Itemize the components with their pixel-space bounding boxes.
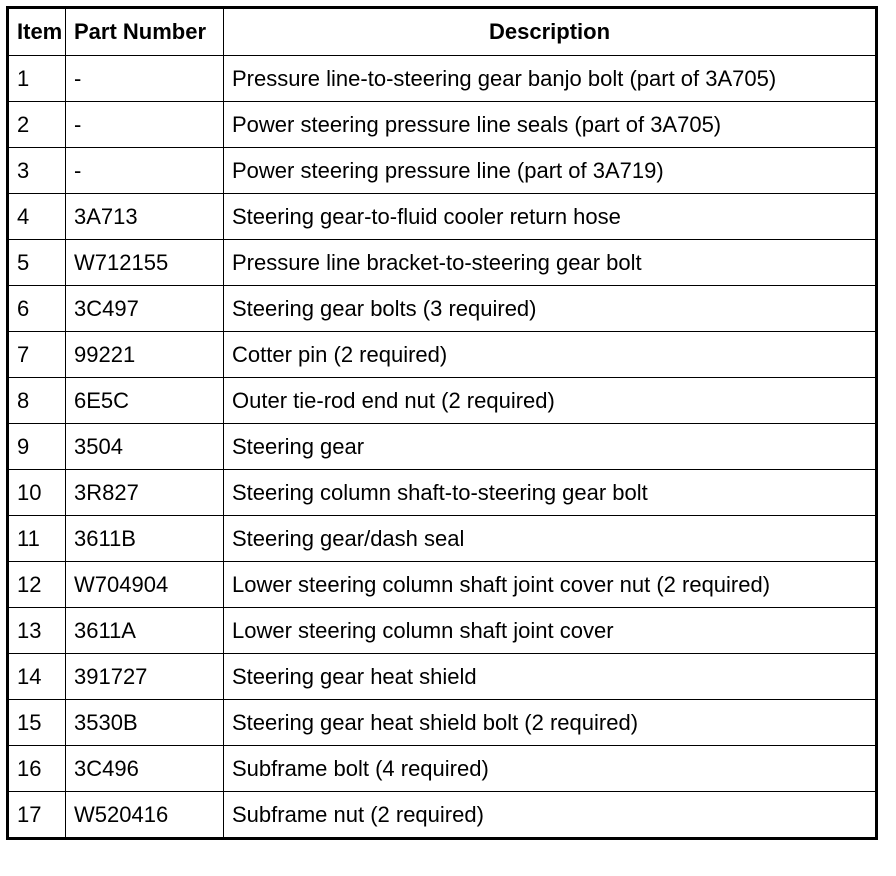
table-row — [8, 332, 877, 378]
table-row — [8, 378, 877, 424]
cell-description: Subframe nut (2 required) — [224, 792, 877, 839]
cell-description: Lower steering column shaft joint cover — [224, 608, 877, 654]
cell-description: Steering gear heat shield bolt (2 required) — [224, 700, 877, 746]
cell-description: Steering column shaft-to-steering gear bolt — [224, 470, 877, 516]
cell-part-number: W520416 — [66, 792, 224, 839]
cell-item: 1 — [8, 56, 66, 102]
header-row — [8, 8, 877, 56]
cell-part-number: 6E5C — [66, 378, 224, 424]
cell-description: Steering gear heat shield — [224, 654, 877, 700]
cell-item: 5 — [8, 240, 66, 286]
cell-item: 2 — [8, 102, 66, 148]
table-row — [8, 516, 877, 562]
cell-part-number: W704904 — [66, 562, 224, 608]
table-row — [8, 792, 877, 839]
cell-description: Cotter pin (2 required) — [224, 332, 877, 378]
cell-part-number: - — [66, 56, 224, 102]
header-item: Item — [8, 8, 66, 56]
cell-description: Power steering pressure line seals (part of 3A705) — [224, 102, 877, 148]
cell-part-number: - — [66, 148, 224, 194]
table-row — [8, 56, 877, 102]
cell-item: 7 — [8, 332, 66, 378]
cell-item: 6 — [8, 286, 66, 332]
cell-description: Steering gear bolts (3 required) — [224, 286, 877, 332]
cell-item: 3 — [8, 148, 66, 194]
cell-item: 15 — [8, 700, 66, 746]
cell-item: 13 — [8, 608, 66, 654]
cell-description: Outer tie-rod end nut (2 required) — [224, 378, 877, 424]
cell-item: 9 — [8, 424, 66, 470]
cell-description: Lower steering column shaft joint cover nut (2 required) — [224, 562, 877, 608]
table-row — [8, 700, 877, 746]
table-row — [8, 654, 877, 700]
table-row — [8, 746, 877, 792]
cell-description: Steering gear/dash seal — [224, 516, 877, 562]
cell-item: 16 — [8, 746, 66, 792]
table-row — [8, 470, 877, 516]
cell-description: Pressure line-to-steering gear banjo bolt (part of 3A705) — [224, 56, 877, 102]
cell-item: 11 — [8, 516, 66, 562]
cell-part-number: 391727 — [66, 654, 224, 700]
cell-part-number: 3C496 — [66, 746, 224, 792]
cell-part-number: 3A713 — [66, 194, 224, 240]
cell-description: Subframe bolt (4 required) — [224, 746, 877, 792]
table-row — [8, 562, 877, 608]
table-row — [8, 286, 877, 332]
header-part-number: Part Number — [66, 8, 224, 56]
cell-item: 12 — [8, 562, 66, 608]
table-header — [8, 8, 877, 56]
table-body — [8, 56, 877, 839]
cell-part-number: - — [66, 102, 224, 148]
cell-part-number: 3C497 — [66, 286, 224, 332]
cell-part-number: 3504 — [66, 424, 224, 470]
table-row — [8, 240, 877, 286]
cell-part-number: 3530B — [66, 700, 224, 746]
table-row — [8, 424, 877, 470]
table-row — [8, 102, 877, 148]
cell-description: Steering gear-to-fluid cooler return hose — [224, 194, 877, 240]
cell-part-number: W712155 — [66, 240, 224, 286]
table-row — [8, 608, 877, 654]
cell-item: 8 — [8, 378, 66, 424]
parts-table — [6, 6, 878, 840]
cell-item: 14 — [8, 654, 66, 700]
cell-item: 17 — [8, 792, 66, 839]
cell-description: Pressure line bracket-to-steering gear bolt — [224, 240, 877, 286]
cell-item: 10 — [8, 470, 66, 516]
cell-part-number: 99221 — [66, 332, 224, 378]
cell-part-number: 3R827 — [66, 470, 224, 516]
table-row — [8, 194, 877, 240]
table-row — [8, 148, 877, 194]
cell-part-number: 3611A — [66, 608, 224, 654]
header-description: Description — [224, 8, 877, 56]
cell-description: Power steering pressure line (part of 3A719) — [224, 148, 877, 194]
cell-part-number: 3611B — [66, 516, 224, 562]
cell-item: 4 — [8, 194, 66, 240]
cell-description: Steering gear — [224, 424, 877, 470]
